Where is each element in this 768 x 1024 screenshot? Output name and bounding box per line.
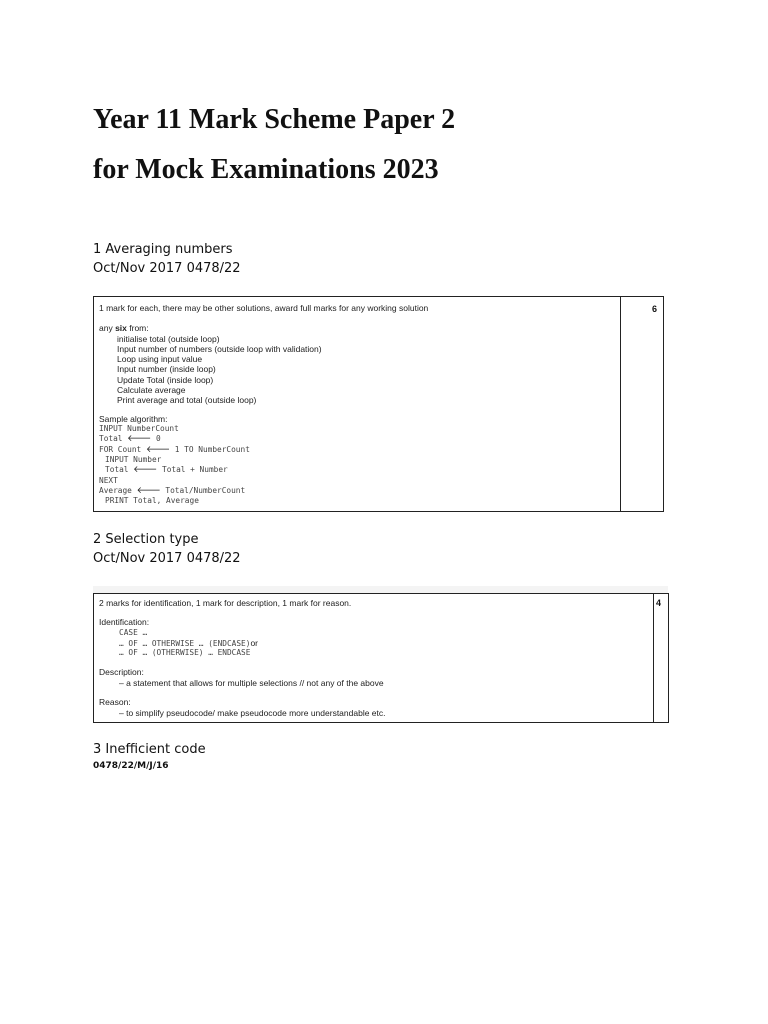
- q1-point: Input number (inside loop): [117, 364, 216, 375]
- q2-mark-scheme-table: [93, 593, 669, 723]
- q3-title: 3 Inefficient code: [93, 742, 206, 757]
- marks-column-divider: [620, 297, 621, 511]
- q2-intro: 2 marks for identification, 1 mark for description, 1 mark for reason.: [99, 598, 352, 608]
- page-title-line2: for Mock Examinations 2023: [93, 154, 439, 185]
- code-line: Total 🡐 0: [99, 434, 161, 445]
- q1-point: Update Total (inside loop): [117, 374, 214, 385]
- q2-title: 2 Selection type: [93, 532, 199, 547]
- q2-description: – a statement that allows for multiple selections // not any of the above: [119, 677, 384, 688]
- q2-source: Oct/Nov 2017 0478/22: [93, 551, 241, 566]
- any-prefix: any: [99, 323, 116, 333]
- q1-point: initialise total (outside loop): [117, 333, 220, 344]
- q1-point: Input number of numbers (outside loop with validation): [117, 343, 322, 354]
- any-suffix: from:: [126, 323, 149, 333]
- q1-intro: 1 mark for each, there may be other solutions, award full marks for any working solution: [99, 303, 429, 313]
- q1-mark-scheme-table: [93, 296, 664, 512]
- assign-arrow-icon: 🡐: [136, 485, 161, 496]
- q2-reason: – to simplify pseudocode/ make pseudocode more understandable etc.: [119, 707, 386, 718]
- q2-description-label: Description:: [99, 667, 144, 677]
- assign-arrow-icon: 🡐: [145, 444, 171, 455]
- code-line: INPUT NumberCount: [99, 424, 179, 433]
- q1-point: Loop using input value: [117, 354, 203, 365]
- code-line: NEXT: [99, 475, 118, 485]
- q1-marks: 6: [652, 304, 658, 314]
- code-line: Total 🡐 Total + Number: [105, 465, 228, 476]
- q1-title: 1 Averaging numbers: [93, 242, 233, 257]
- marks-column-divider: [653, 594, 654, 722]
- code-line: PRINT Total, Average: [105, 496, 199, 506]
- code-line: … OF … OTHERWISE … (ENDCASE)or: [119, 637, 258, 648]
- q1-point: Calculate average: [117, 385, 186, 395]
- code-line: CASE …: [119, 627, 148, 637]
- code-line: FOR Count 🡐 1 TO NumberCount: [99, 444, 250, 455]
- q2-marks: 4: [656, 598, 662, 608]
- q1-sample-label: Sample algorithm:: [99, 414, 168, 424]
- q2-identification-label: Identification:: [99, 617, 150, 627]
- code-line: INPUT Number: [105, 454, 162, 464]
- code-line: … OF … (OTHERWISE) … ENDCASE: [119, 647, 251, 657]
- any-count: six: [115, 323, 127, 333]
- page-title-line1: Year 11 Mark Scheme Paper 2: [93, 104, 456, 135]
- code-line: Average 🡐 Total/NumberCount: [99, 485, 246, 496]
- q3-source: 0478/22/M/J/16: [93, 761, 169, 771]
- assign-arrow-icon: 🡐: [127, 434, 152, 445]
- q2-reason-label: Reason:: [99, 697, 131, 707]
- q1-any-six-line: [99, 323, 149, 333]
- assign-arrow-icon: 🡐: [133, 465, 158, 476]
- q1-source: Oct/Nov 2017 0478/22: [93, 261, 241, 276]
- q1-point: Print average and total (outside loop): [117, 395, 257, 406]
